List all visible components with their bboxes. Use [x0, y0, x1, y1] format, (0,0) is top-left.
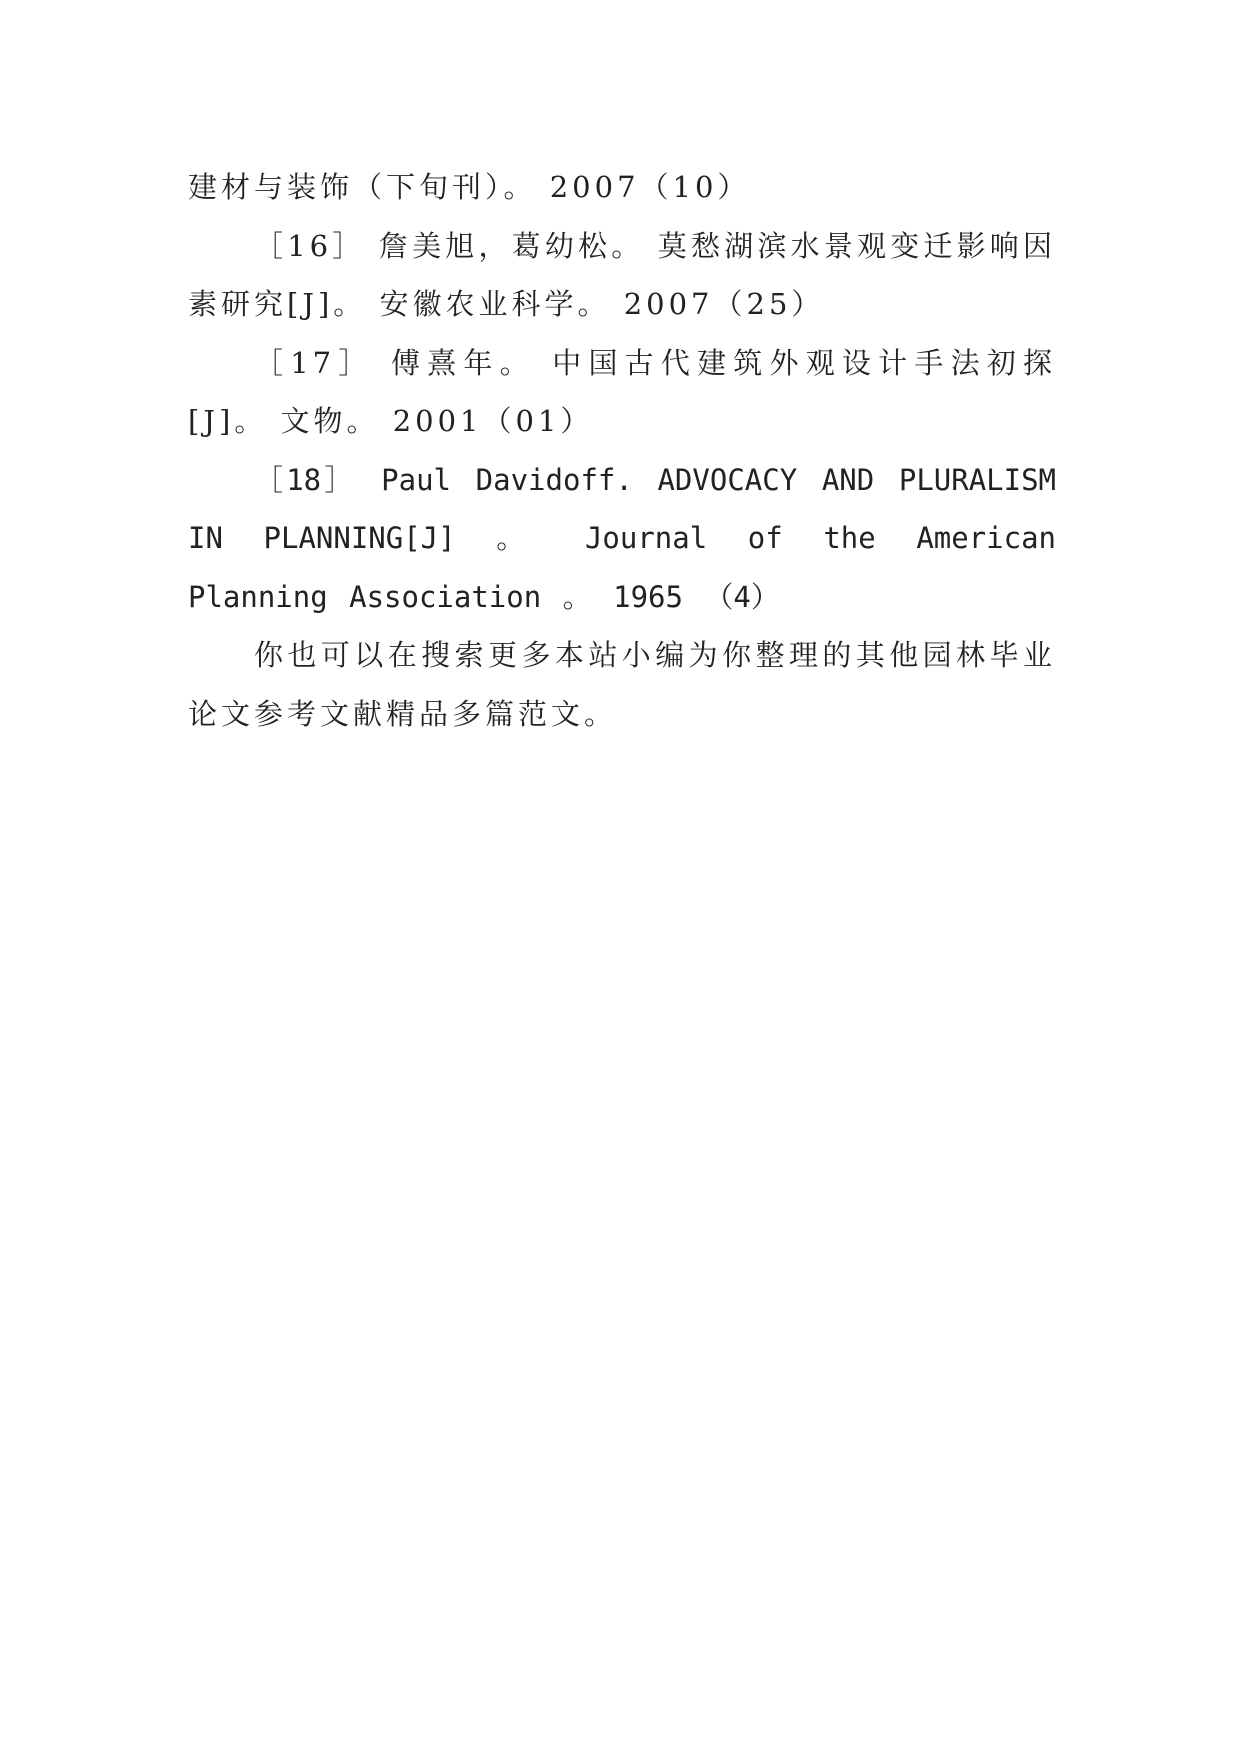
reference-continuation: 建材与装饰（下旬刊）。 2007（10） — [188, 170, 751, 204]
reference-17: ［17］ 傅熹年。 中国古代建筑外观设计手法初探[J]。 文物。 2001（01） — [188, 345, 1056, 438]
closing-note: 你也可以在搜索更多本站小编为你整理的其他园林毕业论文参考文献精品多篇范文。 — [188, 638, 1056, 731]
reference-16: ［16］ 詹美旭，葛幼松。 莫愁湖滨水景观变迁影响因素研究[J]。 安徽农业科学。 2007（25） — [188, 228, 1056, 321]
reference-18: ［18］ Paul Davidoff. ADVOCACY AND PLURALISM IN PLANNING[J] 。 Journal of the American Planning Association 。 1965 （4） — [188, 462, 1056, 614]
document-body — [188, 158, 1056, 743]
